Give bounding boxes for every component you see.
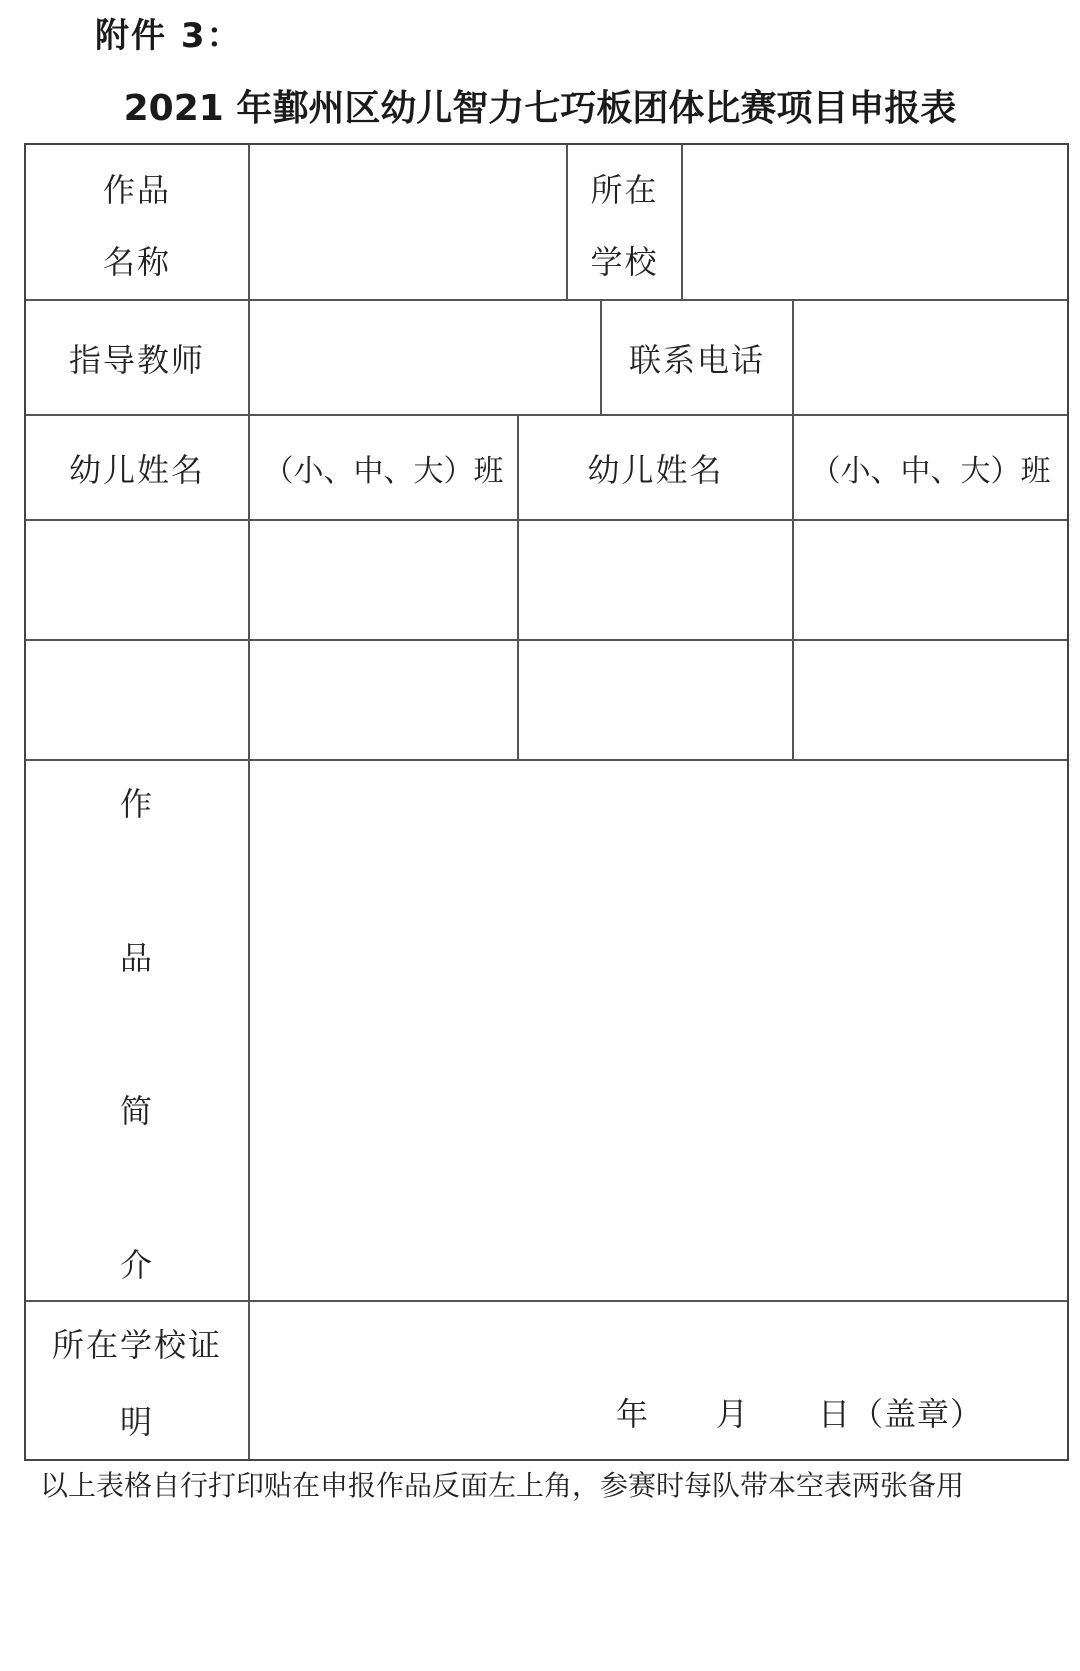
- work-name-field[interactable]: [250, 145, 566, 299]
- school-label-line-2: 学校: [590, 243, 659, 281]
- intro-label-char-4: 介: [119, 1245, 154, 1284]
- school-label: [568, 145, 681, 299]
- teacher-label: 指导教师: [68, 340, 205, 379]
- phone-field[interactable]: [794, 301, 1067, 414]
- intro-field[interactable]: [250, 761, 1067, 1300]
- intro-label-char-2: 品: [119, 938, 154, 977]
- footnote: 以上表格自行打印贴在申报作品反面左上角，参赛时每队带本空表两张备用: [40, 1469, 965, 1502]
- school-field[interactable]: [683, 145, 1067, 299]
- certify-field[interactable]: [250, 1302, 1067, 1459]
- child-name-field[interactable]: [519, 641, 792, 759]
- date-day-stamp-label: 日（盖章）: [818, 1395, 984, 1433]
- school-label-line-1: 所在: [590, 171, 659, 209]
- intro-label: [26, 761, 248, 1300]
- child-name-field[interactable]: [519, 521, 792, 639]
- child-name-field[interactable]: [26, 521, 248, 639]
- child-class-field[interactable]: [250, 641, 517, 759]
- child-name-field[interactable]: [26, 641, 248, 759]
- phone-label: 联系电话: [628, 340, 765, 379]
- page-title: 2021 年鄞州区幼儿智力七巧板团体比赛项目申报表: [123, 88, 957, 129]
- child-class-field[interactable]: [794, 521, 1067, 639]
- date-month-label: 月: [716, 1395, 749, 1433]
- date-year-label: 年: [616, 1395, 649, 1433]
- work-name-label-line-2: 名称: [102, 243, 171, 281]
- child-class-field[interactable]: [250, 521, 517, 639]
- child-name-header: 幼儿姓名: [68, 450, 205, 489]
- certify-label-line-1: 所在学校证: [51, 1326, 222, 1364]
- teacher-field[interactable]: [250, 301, 600, 414]
- child-name-header-2: 幼儿姓名: [587, 450, 724, 489]
- application-form-table: [24, 143, 1069, 1461]
- child-class-field[interactable]: [794, 641, 1067, 759]
- work-name-label: [26, 145, 248, 299]
- intro-label-char-1: 作: [119, 785, 154, 823]
- class-header: （小、中、大）班: [263, 453, 504, 489]
- intro-label-char-3: 简: [119, 1092, 154, 1131]
- certify-label-line-2: 明: [119, 1403, 154, 1441]
- work-name-label-line-1: 作品: [102, 171, 171, 209]
- certify-label: [26, 1302, 248, 1459]
- class-header-2: （小、中、大）班: [810, 453, 1051, 489]
- attachment-label: 附件 3：: [95, 16, 243, 56]
